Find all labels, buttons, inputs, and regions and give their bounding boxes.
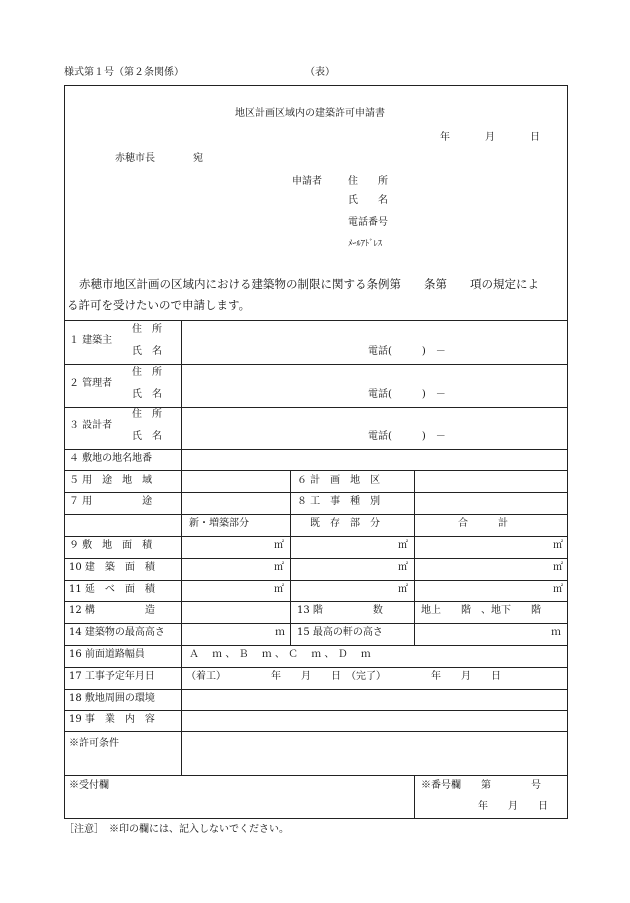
col-existing: 既 存 部 分 bbox=[310, 518, 380, 529]
floor-area-label: 11 延 べ 面 積 bbox=[69, 584, 155, 595]
date-day: 日 bbox=[530, 132, 540, 143]
date-year: 年 bbox=[440, 132, 450, 143]
floors-label: 13 階 数 bbox=[297, 605, 383, 616]
owner-phone: 電話( ) － bbox=[368, 346, 446, 357]
form-side-label: （表） bbox=[305, 67, 335, 78]
manager-phone: 電話( ) － bbox=[368, 389, 446, 400]
col-new-extension: 新・増築部分 bbox=[189, 518, 249, 529]
use-zone-label: ５ 用 途 地 域 bbox=[69, 475, 153, 486]
applicant-label: 申請者 bbox=[292, 176, 322, 187]
designer-phone: 電話( ) － bbox=[368, 431, 446, 442]
planning-district-label: ６ 計 画 地 区 bbox=[297, 475, 381, 486]
col-total: 合 計 bbox=[458, 518, 508, 529]
eave-height-label: 15 最高の軒の高さ bbox=[297, 627, 383, 638]
permit-conditions-label: ※許可条件 bbox=[69, 738, 119, 749]
building-use-label: ７ 用 途 bbox=[69, 496, 153, 507]
construction-type-label: ８ 工 事 種 別 bbox=[297, 496, 381, 507]
schedule-values: （着工） 年 月 日 （完了） 年 月 日 bbox=[186, 671, 501, 682]
addressee-honorific: 宛 bbox=[193, 153, 203, 164]
business-content-label: 19 事 業 内 容 bbox=[69, 714, 155, 725]
designer-name-label: 氏 名 bbox=[132, 431, 162, 442]
reception-label: ※受付欄 bbox=[69, 780, 109, 791]
manager-label: ２ 管理者 bbox=[69, 378, 113, 389]
building-area-existing-unit: ㎡ bbox=[398, 562, 408, 573]
owner-name-label: 氏 名 bbox=[132, 346, 162, 357]
date-month: 月 bbox=[485, 132, 495, 143]
site-area-new-unit: ㎡ bbox=[274, 540, 284, 551]
applicant-phone-label: 電話番号 bbox=[348, 217, 388, 228]
road-width-values: Ａ ｍ 、 Ｂ ｍ 、 Ｃ ｍ 、 Ｄ ｍ bbox=[189, 649, 371, 660]
request-text-line1: 赤穂市地区計画の区域内における建築物の制限に関する条例第 条第 項の規定によ bbox=[79, 277, 539, 291]
owner-address-label: 住 所 bbox=[132, 324, 162, 335]
site-area-label: ９ 敷 地 面 積 bbox=[69, 540, 153, 551]
eave-height-unit: ｍ bbox=[551, 627, 561, 638]
form-number: 様式第１号（第２条関係） bbox=[64, 67, 184, 78]
structure-label: 12 構 造 bbox=[69, 605, 155, 616]
number-box-date: 年 月 日 bbox=[478, 801, 548, 812]
application-form bbox=[64, 85, 568, 819]
road-width-label: 16 前面道路幅員 bbox=[69, 649, 145, 660]
site-address-label: ４ 敷地の地名地番 bbox=[69, 453, 153, 464]
applicant-name-label: 氏 名 bbox=[348, 195, 388, 206]
request-text-line2: る許可を受けたいので申請します。 bbox=[67, 298, 251, 312]
footer-note: ［注意］ ※印の欄には、記入しないでください。 bbox=[64, 824, 289, 835]
building-area-new-unit: ㎡ bbox=[274, 562, 284, 573]
applicant-address-label: 住 所 bbox=[348, 176, 388, 187]
designer-address-label: 住 所 bbox=[132, 409, 162, 420]
addressee-mayor: 赤穂市長 bbox=[115, 153, 155, 164]
schedule-label: 17 工事予定年月日 bbox=[69, 671, 155, 682]
floor-area-total-unit: ㎡ bbox=[553, 584, 563, 595]
max-height-unit: ｍ bbox=[275, 627, 285, 638]
floor-area-new-unit: ㎡ bbox=[274, 584, 284, 595]
manager-address-label: 住 所 bbox=[132, 367, 162, 378]
manager-name-label: 氏 名 bbox=[132, 389, 162, 400]
building-area-label: 10 建 築 面 積 bbox=[69, 562, 155, 573]
site-area-total-unit: ㎡ bbox=[553, 540, 563, 551]
form-title: 地区計画区域内の建築許可申請書 bbox=[235, 108, 385, 119]
floors-value: 地上 階 、地下 階 bbox=[421, 605, 541, 616]
surroundings-label: 18 敷地周囲の環境 bbox=[69, 693, 155, 704]
floor-area-existing-unit: ㎡ bbox=[398, 584, 408, 595]
owner-label: １ 建築主 bbox=[69, 335, 113, 346]
max-height-label: 14 建築物の最高高さ bbox=[69, 627, 165, 638]
applicant-email-label: ﾒｰﾙｱﾄﾞﾚｽ bbox=[348, 239, 383, 249]
building-area-total-unit: ㎡ bbox=[553, 562, 563, 573]
designer-label: ３ 設計者 bbox=[69, 420, 113, 431]
number-box-label: ※番号欄 第 号 bbox=[421, 780, 541, 791]
site-area-existing-unit: ㎡ bbox=[398, 540, 408, 551]
